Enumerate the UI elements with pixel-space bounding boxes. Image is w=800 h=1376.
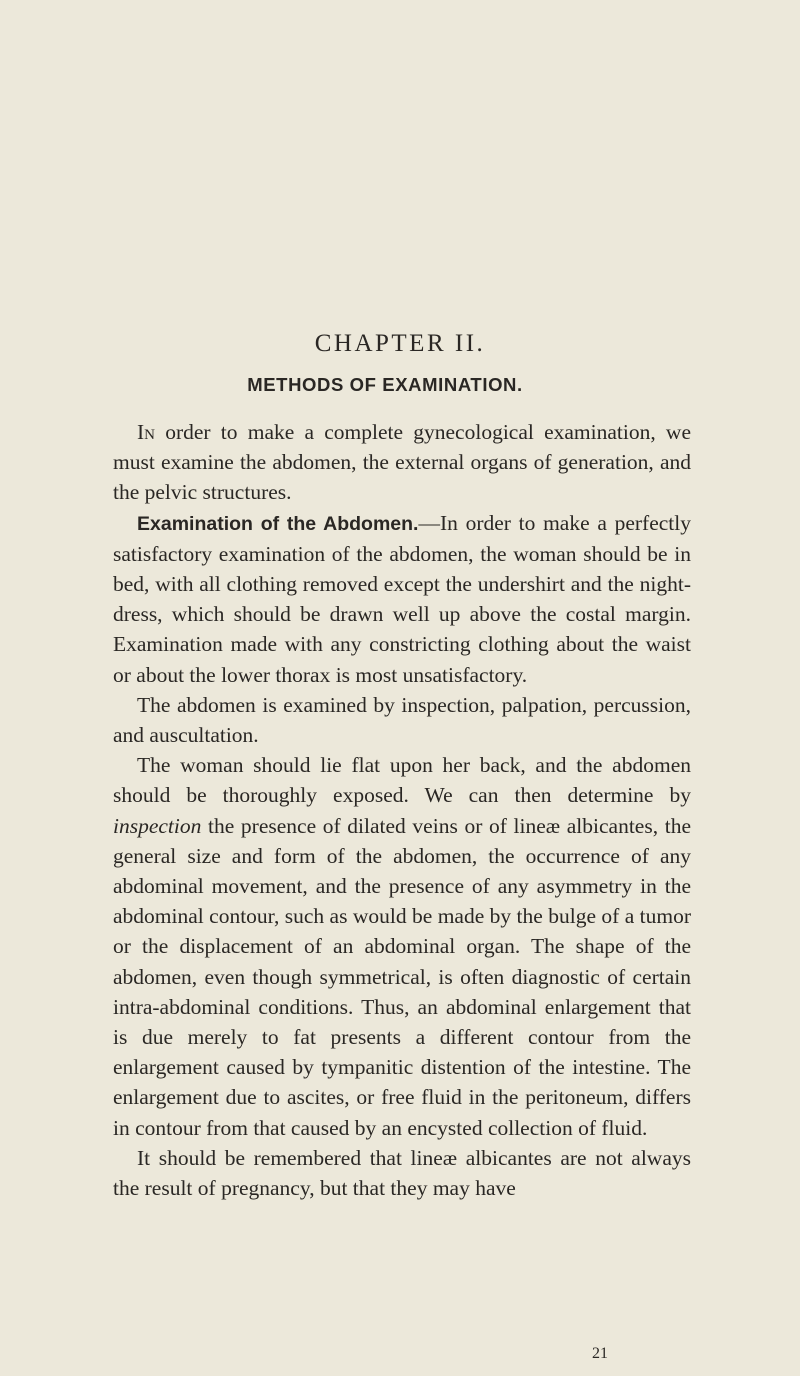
paragraph-intro [113, 417, 691, 508]
paragraph-inspection-text-1: The woman should lie flat upon her back, and the abdomen should be thoroughly exposed. We can then determine by [113, 753, 691, 808]
page-number: 21 [592, 1345, 608, 1362]
paragraph-inspection [113, 750, 691, 1143]
lead-word: In [137, 420, 155, 444]
chapter-heading: CHAPTER II. [314, 330, 486, 357]
paragraph-inspection-text-2: the presence of dilated veins or of lineæ albicantes, the general size and form of the abdomen, the occurrence of any abdominal movement, and the presence of any asymmetry in the abdominal contour, such as would be made by the bulge of a tumor or the displacement of an abdominal organ. The shape of the abdomen, even though symmetrical, is often diagnostic of certain intra-abdominal conditions. Thus, an abdominal enlargement that is due merely to fat presents a different contour from the enlargement caused by tympanitic distention of the intestine. The enlargement due to ascites, or free fluid in the peritoneum, differs in contour from that caused by an encysted collection of fluid. [113, 813, 691, 1140]
body-text [113, 417, 691, 1203]
paragraph-methods: The abdomen is examined by inspection, palpation, percussion, and auscultation. [113, 692, 691, 748]
section-subheading: Examination of the Abdomen. [137, 512, 419, 535]
paragraph-intro-text: order to make a complete gynecological examination, we must examine the abdomen, the external organs of generation, and the pelvic structures. [113, 420, 691, 505]
emphasis-inspection: inspection [113, 813, 202, 838]
paragraph-abdomen-text: —In order to make a perfectly satisfactory examination of the abdomen, the woman should be in bed, with all clothing removed except the undershirt and the night-dress, which should be drawn well up above the costal margin. Examination made with any constricting clothing about the waist or about the lower thorax is most unsatisfactory. [113, 510, 691, 687]
chapter-title: METHODS OF EXAMINATION. [247, 374, 523, 395]
paragraph-lineae: It should be remembered that lineæ albicantes are not always the result of pregnancy, but that they may have [113, 1145, 691, 1201]
paragraph-abdomen [113, 508, 691, 690]
